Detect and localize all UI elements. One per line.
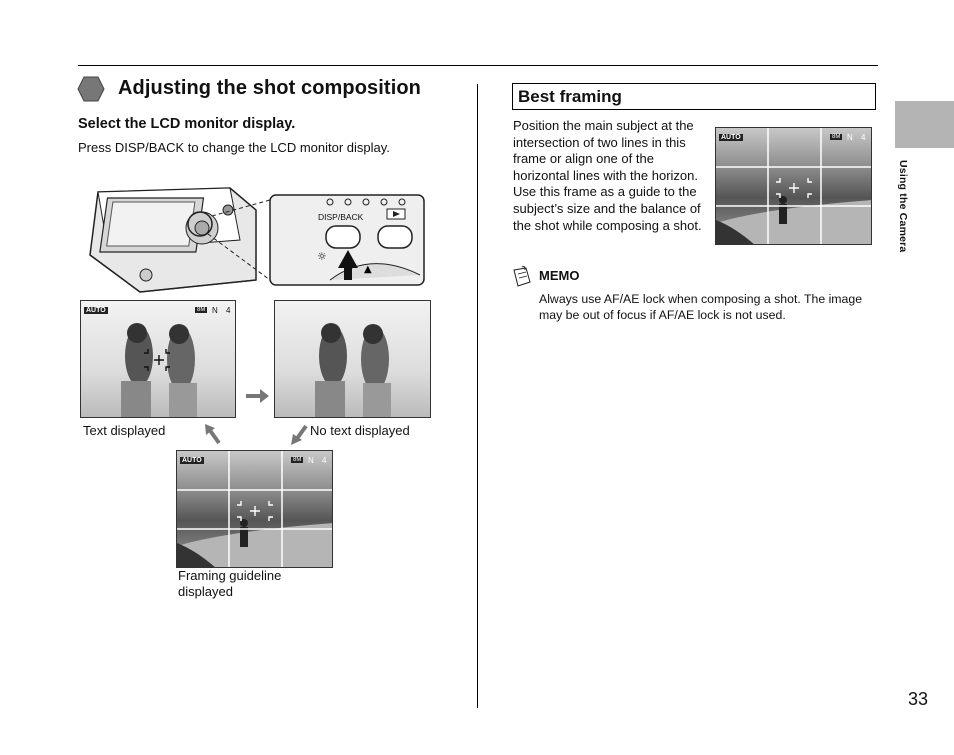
chapter-tab xyxy=(895,101,954,148)
disp-back-label: DISP/BACK xyxy=(318,212,364,222)
screen-framing-guideline xyxy=(176,450,333,568)
osd-mode-icon: AUTO xyxy=(182,457,202,464)
lcd-heading: Select the LCD monitor display. xyxy=(78,116,296,132)
osd-mode-icon: AUTO xyxy=(86,307,106,314)
page-number: 33 xyxy=(908,689,929,709)
camera-illustration xyxy=(80,180,440,295)
memo-label: MEMO xyxy=(539,268,580,283)
hexagon-icon xyxy=(77,76,105,102)
caption-framing-line1: Framing guideline xyxy=(178,568,282,583)
memo-icon xyxy=(512,266,532,288)
memo-text: Always use AF/AE lock when composing a shot. The image may be out of focus if AF/AE lock is not used. xyxy=(539,292,863,322)
osd-size: 8M xyxy=(197,307,206,313)
arrow-up-left-icon xyxy=(203,423,223,445)
screen-text-displayed xyxy=(80,300,236,418)
framing-example-screen xyxy=(715,127,872,245)
lcd-instruction: Press DISP/BACK to change the LCD monitor display. xyxy=(78,140,390,155)
arrow-right-icon xyxy=(244,386,270,406)
osd-shots: 4 xyxy=(861,133,866,142)
osd-quality: N xyxy=(212,306,218,315)
caption-no-text: No text displayed xyxy=(310,423,410,438)
osd-mode-icon: AUTO xyxy=(721,134,741,141)
column-divider xyxy=(477,84,478,708)
best-framing-text: Position the main subject at the intersection of two lines in this frame or align one of the horizontal lines with the horizon. Use this frame as a guide to the subject’s size and the balance of the shot while composing a shot. xyxy=(513,118,702,233)
chapter-label: Using the Camera xyxy=(897,160,909,253)
osd-quality: N xyxy=(847,133,853,142)
best-framing-heading: Best framing xyxy=(518,87,622,106)
osd-shots: 4 xyxy=(226,306,231,315)
caption-text-displayed: Text displayed xyxy=(83,423,166,438)
osd-size: 8M xyxy=(832,134,841,140)
osd-size: 8M xyxy=(293,457,302,463)
best-framing-header xyxy=(512,83,876,110)
section-title: Adjusting the shot composition xyxy=(118,77,421,99)
svg-text:▲: ▲ xyxy=(364,264,372,275)
caption-framing-line2: displayed xyxy=(178,584,233,599)
arrow-down-left-icon xyxy=(289,424,309,446)
top-rule xyxy=(78,65,878,66)
osd-quality: N xyxy=(308,456,314,465)
svg-text:☼: ☼ xyxy=(317,250,327,263)
osd-shots: 4 xyxy=(322,456,327,465)
screen-no-text xyxy=(274,300,431,418)
